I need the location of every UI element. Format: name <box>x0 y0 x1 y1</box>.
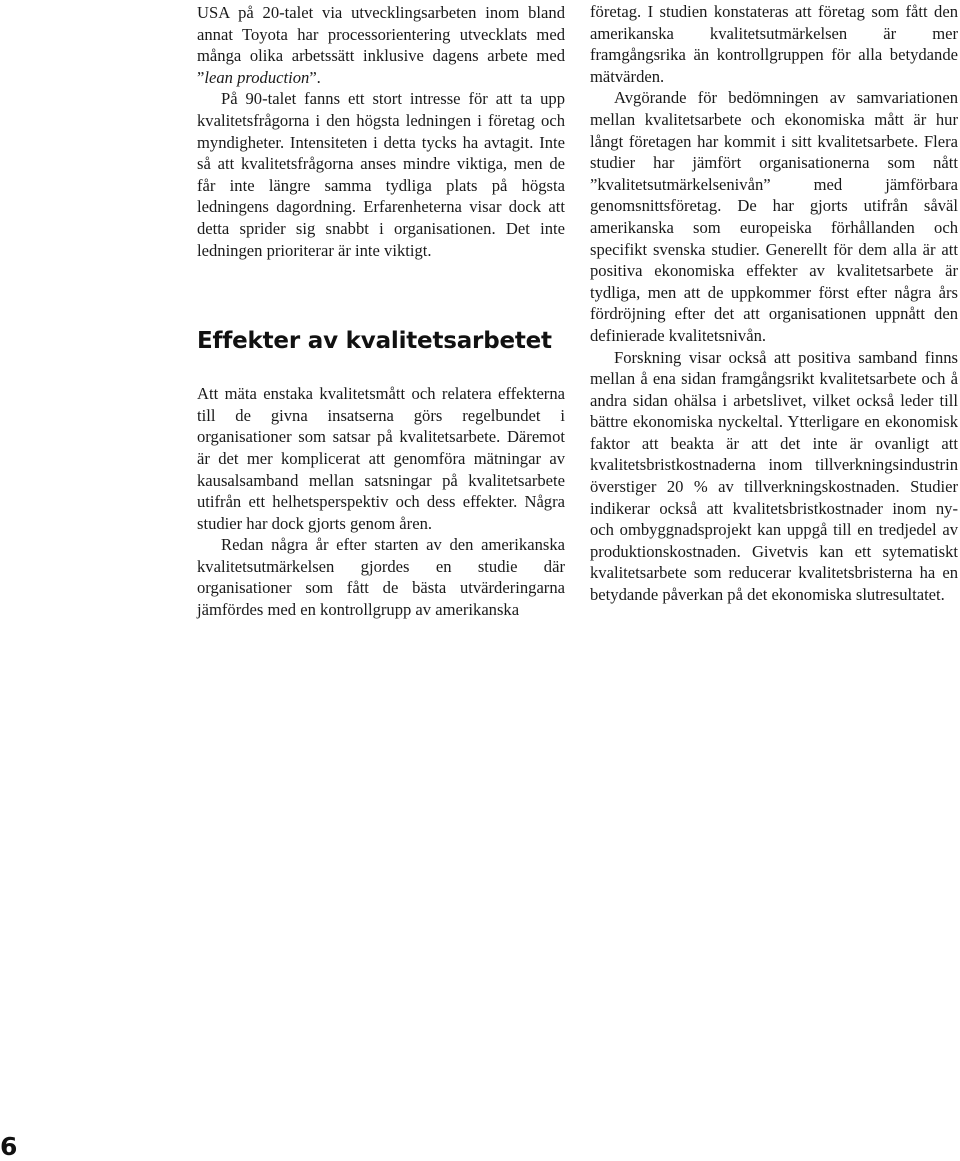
section-heading: Effekter av kvalitetsarbetet <box>197 328 552 355</box>
body-paragraph: företag. I studien konstateras att företag som fått den amerikanska kvalitetsutmärkelsen är mer framgångsrika än kontrollgruppen för alla betydande mätvärden. <box>590 2 958 86</box>
left-column <box>197 0 565 621</box>
page-number: 6 <box>0 1132 18 1161</box>
body-paragraph: Avgörande för bedömningen av samvariationen mellan kvalitetsarbete och ekonomiska mått är hur långt företagen har kommit i sitt kvalitetsarbete. Flera studier har jämfört organisationerna som nått ”kvalitetsutmärkelsenivån” med jämförbara genomsnittsföretag. De har gjorts utifrån såväl amerikanska som europeiska förhållanden och specifikt svenska studier. Generellt för dem alla är att positiva ekonomiska effekter av kvalitetsarbete är tydliga, men att de uppkommer först efter några års fördröjning efter det att organisationen uppnått den definierade kvalitetsnivån. <box>590 88 958 345</box>
body-paragraph <box>197 0 565 88</box>
italic-term: lean production <box>204 67 310 87</box>
right-column <box>590 0 958 606</box>
body-paragraph: På 90-talet fanns ett stort intresse för att ta upp kvalitetsfrågorna i den högsta ledningen i företag och myndigheter. Intensiteten i detta tycks ha avtagit. Inte så att kvalitetsfrågorna anses mindre viktiga, men de får inte längre samma tydliga plats på högsta ledningens dagordning. Erfarenheterna visar dock att detta sprider sig snabbt i organisationen. Det inte ledningen prioriterar är inte viktigt. <box>197 89 565 260</box>
paragraph-text: ”. <box>309 67 321 87</box>
body-paragraph: Redan några år efter starten av den amerikanska kvalitetsutmärkelsen gjordes en studie där organisationer som fått de bästa utvärderingarna jämfördes med en kontrollgrupp av amerikanska <box>197 535 565 620</box>
body-paragraph: Att mäta enstaka kvalitetsmått och relatera effekterna till de givna insatserna görs regelbundet i organisationer som satsar på kvalitetsarbete. Däremot är det mer komplicerat att genomföra mätningar av kausalsamband mellan satsningar på kvalitetsarbete utifrån ett helhetsperspektiv och dess effekter. Några studier har dock gjorts genom åren. <box>197 384 565 533</box>
paragraph-text: USA på 20-talet via utvecklingsarbeten inom bland annat Toyota har processorientering utvecklats med många olika arbetssätt inklusive dagens arbete med ” <box>197 3 565 87</box>
body-paragraph: Forskning visar också att positiva samband finns mellan å ena sidan framgångsrikt kvalitetsarbete och å andra sidan ohälsa i arbetslivet, vilket också leder till bättre ekonomiska nyckeltal. Ytterligare en ekonomisk faktor att beakta är att det inte är ovanligt att kvalitetsbristkostnaderna inom tillverkningsindustrin överstiger 20 % av tillverkningskostnaden. Studier indikerar också att kvalitetsbristkostnader inom ny- och ombyggnadsprojekt kan uppgå till en tredjedel av produktionskostnaden. Givetvis kan ett sytematiskt kvalitetsarbete som reducerar kvalitetsbristerna ha en betydande påverkan på det ekonomiska slutresultatet. <box>590 347 958 605</box>
